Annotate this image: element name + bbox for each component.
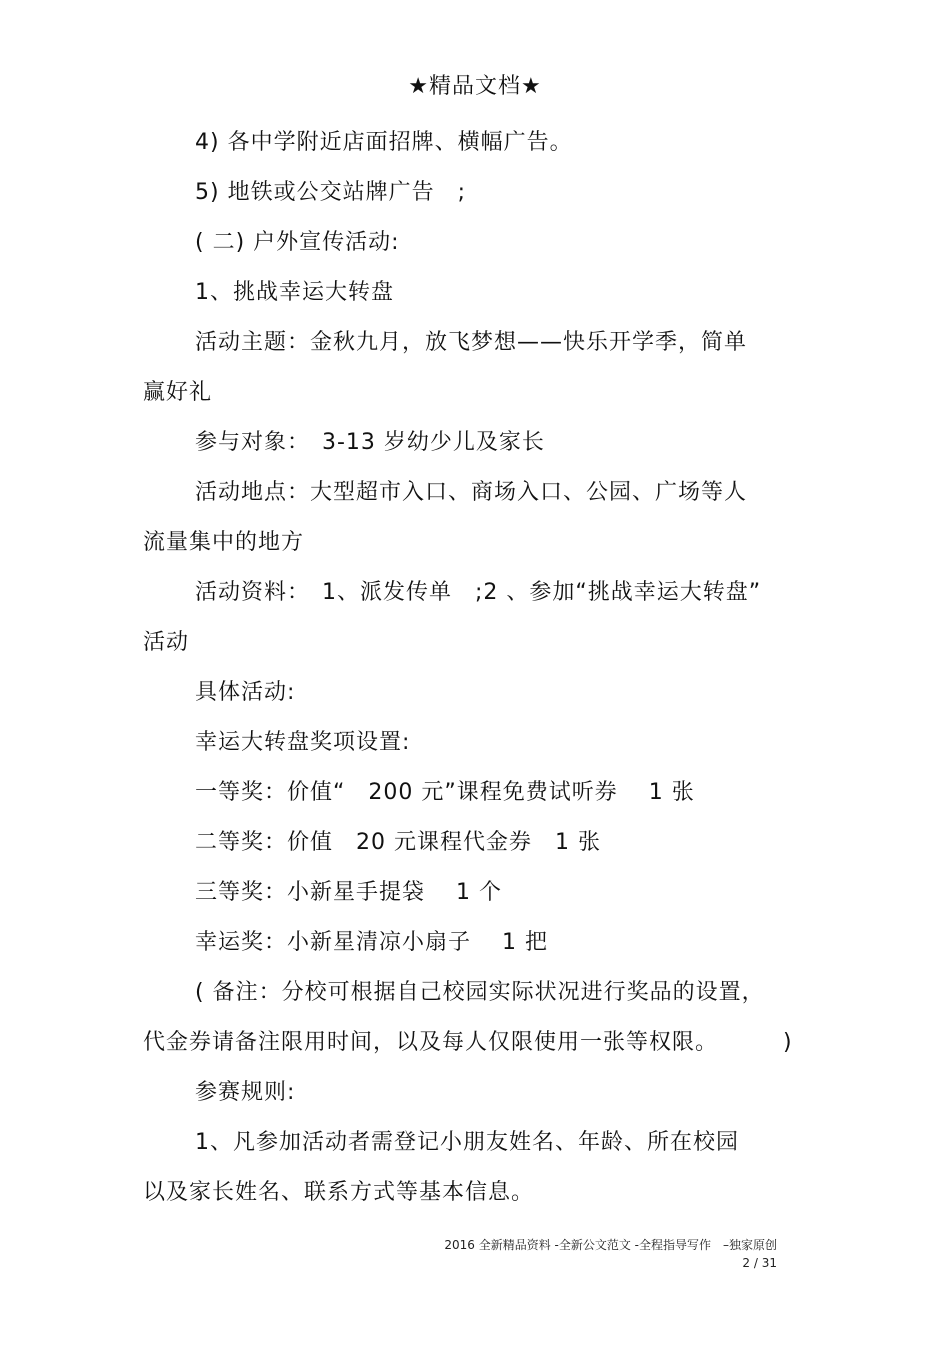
- text-line: 1、挑战幸运大转盘: [195, 280, 394, 305]
- footer-text: 2016 全新精品资料 -全新公文范文 -全程指导写作 –独家原创: [444, 1238, 777, 1252]
- text-line: 活动主题：金秋九月，放飞梦想——快乐开学季，简单: [195, 330, 748, 355]
- text-line: 参赛规则:: [195, 1080, 296, 1105]
- text-line: 赢好礼: [143, 380, 213, 405]
- text-line: 具体活动:: [195, 680, 296, 705]
- text-line: 参与对象： 3-13 岁幼少儿及家长: [195, 430, 545, 455]
- text-line: 幸运大转盘奖项设置:: [195, 730, 411, 755]
- text-line: ): [783, 1030, 793, 1055]
- page-number: 2 / 31: [742, 1256, 777, 1270]
- text-line: 活动: [143, 630, 190, 655]
- text-line: 幸运奖：小新星清凉小扇子 1 把: [195, 930, 548, 955]
- text-line: 一等奖：价值“ 200 元”课程免费试听券 1 张: [195, 780, 695, 805]
- text-line: 二等奖：价值 20 元课程代金券 1 张: [195, 830, 601, 855]
- text-line: 活动资料： 1、派发传单 ;2 、参加“挑战幸运大转盘”: [195, 580, 762, 605]
- text-line: 5) 地铁或公交站牌广告 ;: [195, 180, 466, 205]
- text-line: 代金券请备注限用时间，以及每人仅限使用一张等权限。: [143, 1030, 719, 1055]
- text-line: 三等奖：小新星手提袋 1 个: [195, 880, 502, 905]
- page-header: ★精品文档★: [408, 74, 542, 99]
- text-line: ( 二) 户外宣传活动:: [195, 230, 400, 255]
- text-line: 4) 各中学附近店面招牌、横幅广告。: [195, 130, 573, 155]
- text-line: ( 备注：分校可根据自己校园实际状况进行奖品的设置，: [195, 980, 765, 1005]
- text-line: 流量集中的地方: [143, 530, 305, 555]
- text-line: 以及家长姓名、联系方式等基本信息。: [143, 1180, 535, 1205]
- text-line: 活动地点：大型超市入口、商场入口、公园、广场等人: [195, 480, 748, 505]
- text-line: 1、凡参加活动者需登记小朋友姓名、年龄、所在校园: [195, 1130, 739, 1155]
